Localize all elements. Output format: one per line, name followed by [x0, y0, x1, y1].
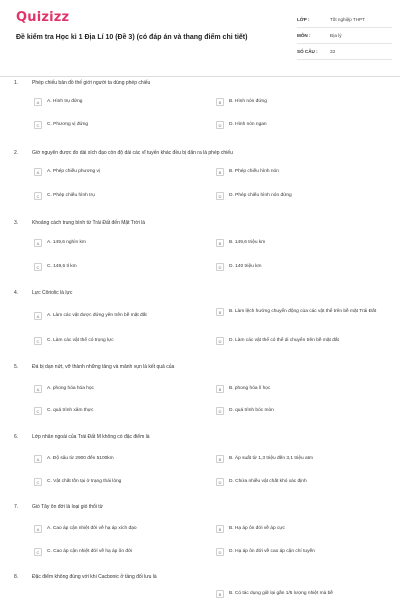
question-number: 5.	[14, 364, 19, 370]
option-letter-badge: D	[216, 407, 224, 415]
option-d[interactable]	[216, 263, 392, 271]
option-letter-badge: B	[216, 239, 224, 247]
option-letter-badge: C	[34, 478, 42, 486]
option-d[interactable]	[216, 478, 392, 486]
worksheet-meta-table	[297, 12, 392, 60]
option-letter-badge: D	[216, 337, 224, 345]
option-text: D. Chứa nhiều vật chất khó xác định	[229, 479, 307, 484]
question-text: Đá bị dạn nứt, vỡ thành những tảng và mảnh vụn là kết quả của	[32, 364, 175, 370]
option-b[interactable]	[216, 455, 392, 463]
option-a[interactable]	[34, 239, 204, 247]
meta-row-question-count	[297, 44, 392, 60]
question-text: Khoảng cách trung bình từ Trái Đất đến Mặt Trời là	[32, 220, 146, 226]
question-text: Đặc điểm không đúng với khi Cacbonic ở tầng đối lưu là	[32, 574, 157, 580]
meta-value: Tốt nghiệp THPT	[330, 17, 365, 22]
option-d[interactable]	[216, 407, 392, 415]
question-text: Phép chiếu bản đồ thế giới người ta dùng phép chiếu	[32, 80, 151, 86]
option-b[interactable]	[216, 98, 392, 106]
option-c[interactable]	[34, 192, 204, 200]
option-text: A. Phép chiếu phương vị	[47, 169, 101, 174]
option-letter-badge: A	[34, 525, 42, 533]
option-b[interactable]	[216, 385, 392, 393]
question-text: Lớp nhân ngoài của Trái Đất M không có đặc điểm là	[32, 434, 150, 440]
option-text: C. quá trình xâm thực	[47, 408, 94, 413]
option-d[interactable]	[216, 548, 392, 556]
option-text: C. Làm các vật thể có trọng lực	[47, 338, 114, 343]
option-text: B. Phép chiếu hình nón	[229, 169, 279, 174]
option-text: B. Hạ áp ôn đới về áp cực	[229, 526, 285, 531]
option-a[interactable]	[34, 455, 204, 463]
meta-row-class	[297, 12, 392, 28]
option-letter-badge: B	[216, 455, 224, 463]
option-b[interactable]	[216, 308, 392, 316]
question-number: 1.	[14, 80, 19, 86]
option-letter-badge: B	[216, 308, 224, 316]
option-letter-badge: B	[216, 525, 224, 533]
option-d[interactable]	[216, 337, 392, 345]
option-c[interactable]	[34, 548, 204, 556]
option-letter-badge: A	[34, 385, 42, 393]
meta-value: Địa lý	[330, 33, 342, 38]
option-c[interactable]	[34, 478, 204, 486]
option-a[interactable]	[34, 385, 204, 393]
option-text: C. Phương vị đứng	[47, 122, 89, 127]
option-text: D. Làm các vật thể có thể di chuyển trên bề mặt đất	[229, 338, 339, 343]
option-letter-badge: A	[34, 312, 42, 320]
option-letter-badge: C	[34, 337, 42, 345]
option-letter-badge: D	[216, 121, 224, 129]
option-a[interactable]	[34, 525, 204, 533]
option-d[interactable]	[216, 121, 392, 129]
question-number: 3.	[14, 220, 19, 226]
option-text: B. phong hóa lí học	[229, 386, 271, 391]
option-text: A. Cao áp cận nhiệt đới về hạ áp xích đạo	[47, 526, 137, 531]
option-text: B. Làm lệch hướng chuyển động của các vật thể trên bề mặt Trái Đất	[229, 309, 377, 314]
option-letter-badge: C	[34, 407, 42, 415]
option-letter-badge: C	[34, 121, 42, 129]
option-text: C. Vật chất tồn tại ở trạng thái lỏng	[47, 479, 122, 484]
header-divider	[0, 76, 400, 77]
option-letter-badge: D	[216, 548, 224, 556]
option-letter-badge: D	[216, 478, 224, 486]
question-text: Giờ nguyên được đo dài xích đạo còn độ dài các vĩ tuyến khác đều bị dãn ra là phép chiếu	[32, 150, 233, 156]
option-letter-badge: C	[34, 548, 42, 556]
option-letter-badge: D	[216, 192, 224, 200]
question-text: Gió Tây ôn đới là loại gió thổi từ	[32, 504, 104, 510]
question-number: 4.	[14, 290, 19, 296]
option-letter-badge: C	[34, 192, 42, 200]
option-a[interactable]	[34, 312, 204, 320]
option-letter-badge: A	[34, 168, 42, 176]
option-letter-badge: B	[216, 590, 224, 598]
option-letter-badge: B	[216, 168, 224, 176]
option-text: A. phong hóa hóa học	[47, 386, 94, 391]
option-text: D. 140 triệu km	[229, 264, 262, 269]
option-b[interactable]	[216, 168, 392, 176]
option-b[interactable]	[216, 525, 392, 533]
option-letter-badge: A	[34, 98, 42, 106]
option-letter-badge: A	[34, 239, 42, 247]
option-text: B. Có tác dụng giữ lại gần 1/5 lượng nhiệt mà bề	[229, 591, 333, 596]
option-text: A. 149,6 nghìn km	[47, 240, 86, 245]
option-letter-badge: A	[34, 455, 42, 463]
option-a[interactable]	[34, 168, 204, 176]
option-text: C. 149,6 tỉ km	[47, 264, 77, 269]
option-text: C. Cao áp cận nhiệt đới về hạ áp ôn đới	[47, 549, 133, 554]
meta-row-subject	[297, 28, 392, 44]
option-a[interactable]	[34, 98, 204, 106]
option-letter-badge: B	[216, 98, 224, 106]
option-text: C. Phép chiếu hình trụ	[47, 193, 95, 198]
option-c[interactable]	[34, 337, 204, 345]
option-c[interactable]	[34, 263, 204, 271]
option-text: D. Hình nón ngan	[229, 122, 267, 127]
quizizz-logo: Quizizz	[16, 10, 70, 25]
question-number: 7.	[14, 504, 19, 510]
option-letter-badge: C	[34, 263, 42, 271]
option-c[interactable]	[34, 407, 204, 415]
option-text: A. Độ sâu từ 2900 đến 5100km	[47, 456, 114, 461]
question-number: 8.	[14, 574, 19, 580]
option-text: B. Áp suất từ 1,3 triệu đến 3,1 triệu atm	[229, 456, 314, 461]
worksheet-header	[0, 0, 400, 70]
option-b[interactable]	[216, 239, 392, 247]
meta-value: 33	[330, 49, 336, 54]
option-letter-badge: D	[216, 263, 224, 271]
option-text: A. Hình trụ đứng	[47, 99, 83, 104]
option-text: D. Phép chiếu hình nón đứng	[229, 193, 292, 198]
question-number: 6.	[14, 434, 19, 440]
option-text: D. quá trình bóc mòn	[229, 408, 274, 413]
question-text: Lực Côriolic là lực	[32, 290, 73, 296]
option-text: D. Hạ áp ôn đới về cao áp cận chí tuyến	[229, 549, 315, 554]
option-text: B. 149,6 triệu km	[229, 240, 266, 245]
option-text: B. Hình nón đứng	[229, 99, 267, 104]
worksheet-title: Đề kiểm tra Học kì 1 Địa Lí 10 (Đề 3) (có đáp án và thang điểm chi tiết)	[16, 34, 248, 41]
option-letter-badge: B	[216, 385, 224, 393]
meta-key: MÔN :	[297, 33, 311, 38]
option-d[interactable]	[216, 192, 392, 200]
meta-key: LỚP :	[297, 17, 310, 22]
option-b[interactable]	[216, 590, 392, 598]
option-c[interactable]	[34, 121, 204, 129]
question-number: 2.	[14, 150, 19, 156]
meta-key: SỐ CÂU :	[297, 49, 318, 54]
option-text: A. Làm các vật được đứng yên trên bề mặt đất	[47, 313, 147, 318]
